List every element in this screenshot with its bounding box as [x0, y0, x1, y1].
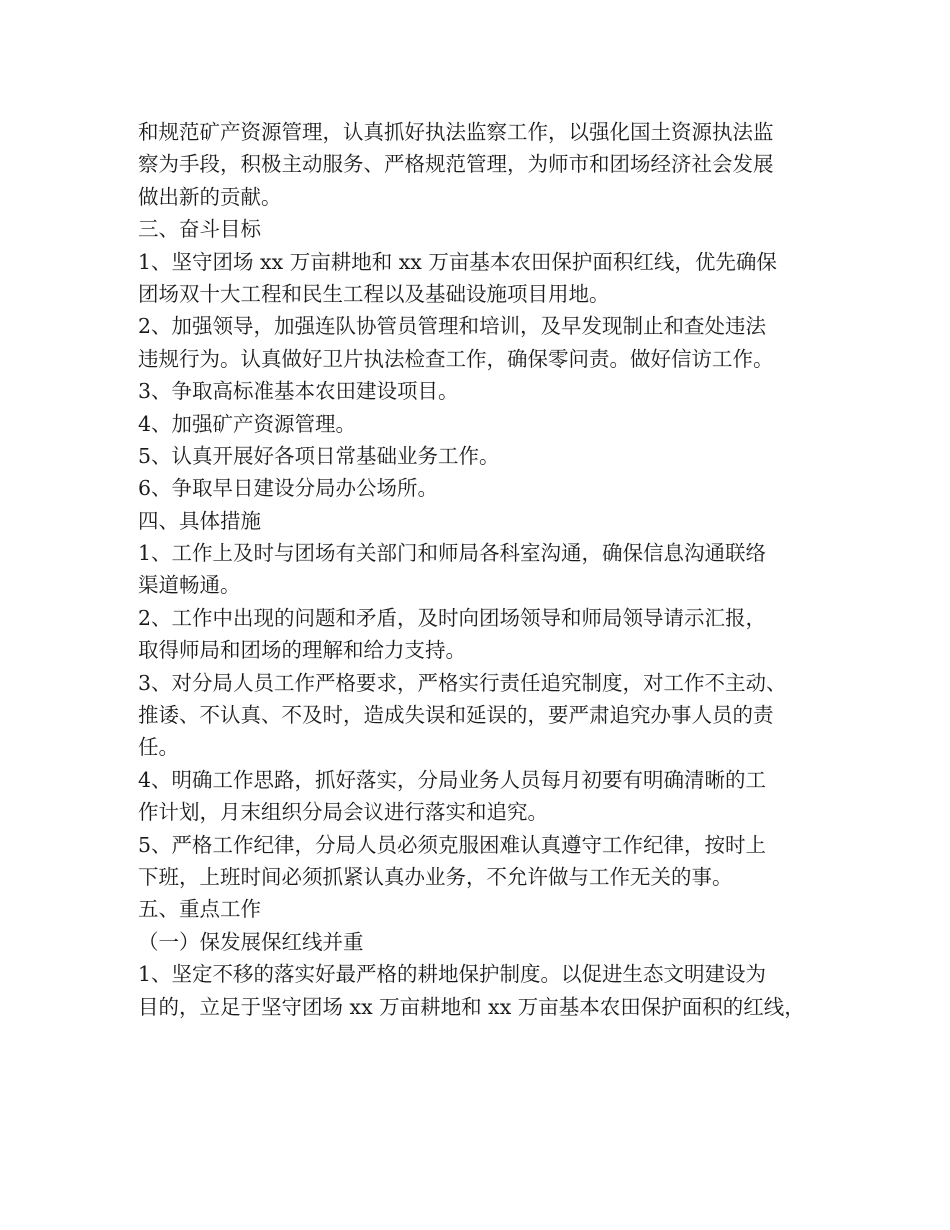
text-line: 推诿、不认真、不及时，造成失误和延误的，要严肃追究办事人员的责 — [138, 703, 774, 728]
text-line: 1、工作上及时与团场有关部门和师局各科室沟通，确保信息沟通联络 — [138, 541, 767, 566]
document-body — [138, 116, 838, 1023]
text-line: 下班，上班时间必须抓紧认真办业务，不允许做与工作无关的事。 — [138, 864, 733, 889]
text-line: 4、明确工作思路，抓好落实，分局业务人员每月初要有明确清晰的工 — [138, 767, 767, 792]
section-heading: 三、奋斗目标 — [138, 217, 261, 242]
text-line: 5、严格工作纪律，分局人员必须克服困难认真遵守工作纪律，按时上 — [138, 832, 767, 857]
section-heading: 五、重点工作 — [138, 897, 261, 922]
section-heading: 四、具体措施 — [138, 508, 261, 533]
text-line: 违规行为。认真做好卫片执法检查工作，确保零问责。做好信访工作。 — [138, 346, 774, 371]
text-line: 做出新的贡献。 — [138, 184, 282, 209]
text-line: 和规范矿产资源管理，认真抓好执法监察工作，以强化国土资源执法监 — [138, 120, 774, 144]
text-line: 渠道畅通。 — [138, 573, 241, 598]
text-line: 目的，立足于坚守团场 xx 万亩耕地和 xx 万亩基本农田保护面积的红线， — [138, 994, 805, 1019]
text-line: 1、坚定不移的落实好最严格的耕地保护制度。以促进生态文明建设为 — [138, 962, 767, 987]
subsection-heading: （一）保发展保红线并重 — [138, 929, 364, 954]
text-line: 3、对分局人员工作严格要求，严格实行责任追究制度，对工作不主动、 — [138, 670, 787, 695]
text-line: 作计划，月末组织分局会议进行落实和追究。 — [138, 800, 548, 825]
text-line: 2、加强领导，加强连队协管员管理和培训，及早发现制止和查处违法 — [138, 314, 767, 339]
text-line: 3、争取高标准基本农田建设项目。 — [138, 379, 459, 404]
text-line: 团场双十大工程和民生工程以及基础设施项目用地。 — [138, 281, 610, 306]
text-line: 6、争取早日建设分局办公场所。 — [138, 476, 439, 501]
text-line: 取得师局和团场的理解和给力支持。 — [138, 638, 466, 663]
text-line: 任。 — [138, 735, 179, 760]
text-line: 1、坚守团场 xx 万亩耕地和 xx 万亩基本农田保护面积红线，优先确保 — [138, 249, 777, 274]
text-line: 察为手段，积极主动服务、严格规范管理，为师市和团场经济社会发展 — [138, 152, 774, 177]
text-line: 2、工作中出现的问题和矛盾，及时向团场领导和师局领导请示汇报， — [138, 605, 767, 630]
text-line: 4、加强矿产资源管理。 — [138, 411, 357, 436]
text-line: 5、认真开展好各项日常基础业务工作。 — [138, 443, 500, 468]
